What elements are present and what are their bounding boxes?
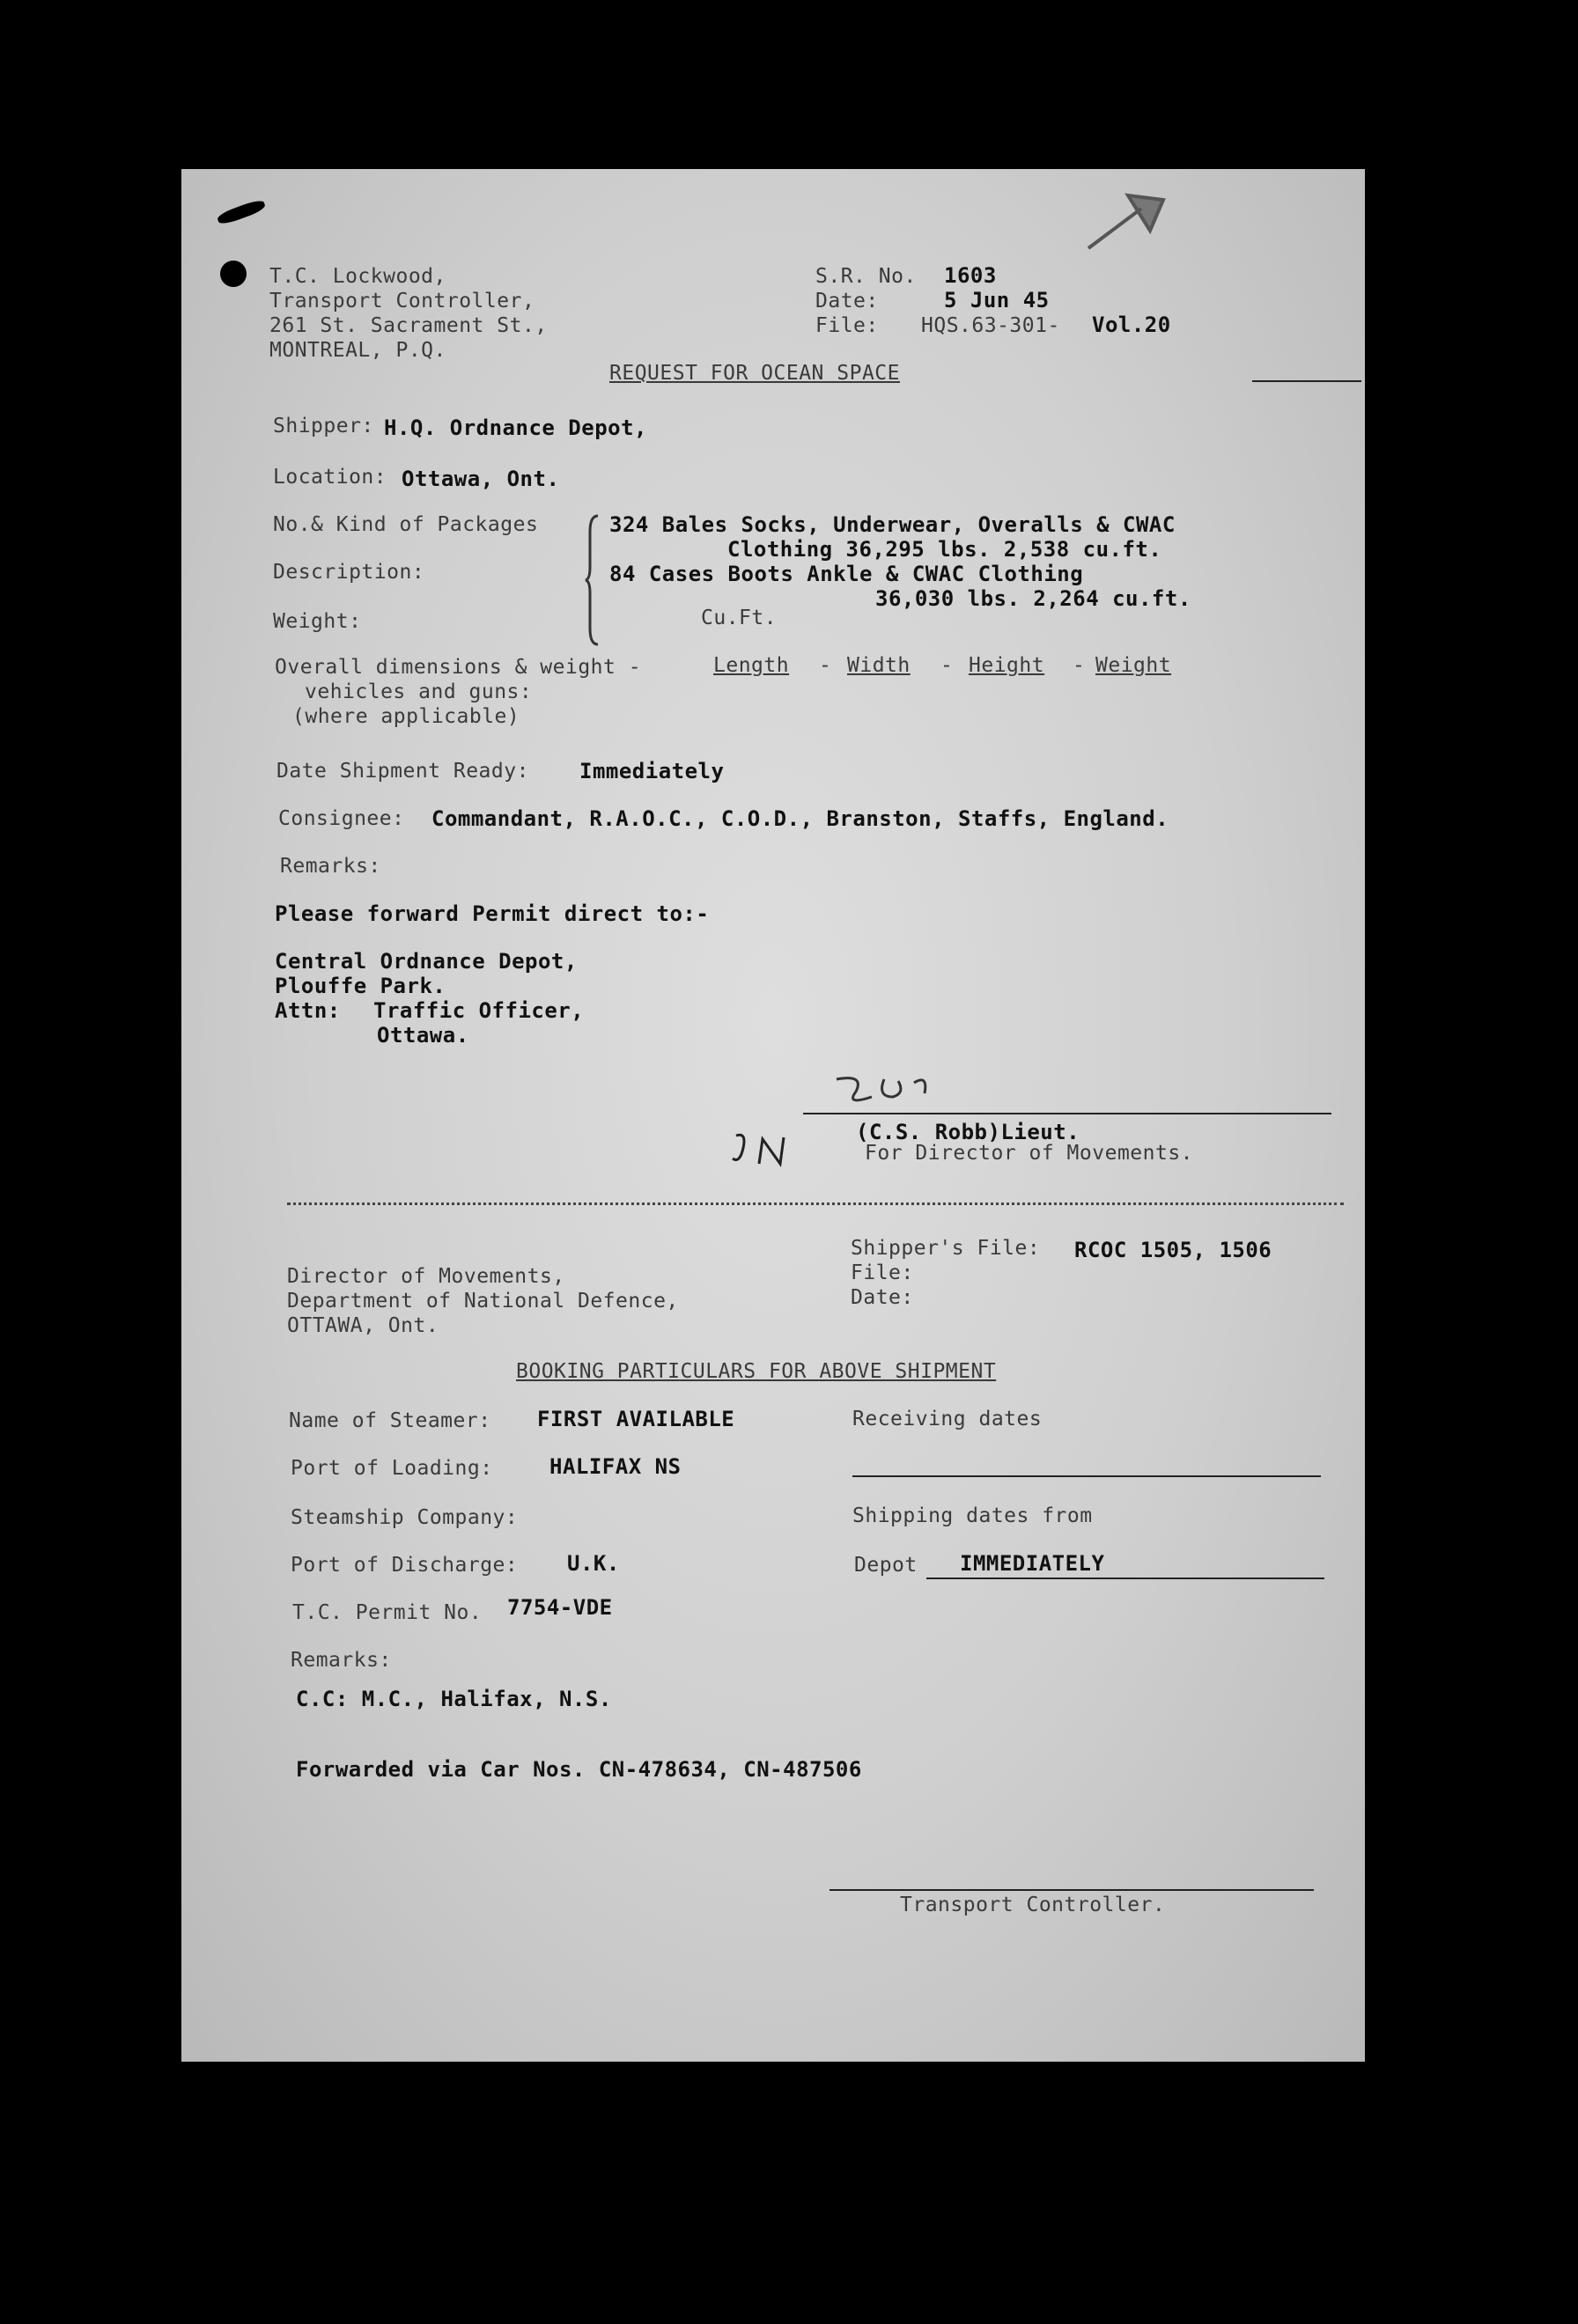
forward-addr-3-value: Traffic Officer, — [373, 998, 585, 1023]
booking-section-title: BOOKING PARTICULARS FOR ABOVE SHIPMENT — [516, 1360, 997, 1383]
forward-text: Please forward Permit direct to:- — [275, 901, 710, 926]
depot-line — [926, 1578, 1324, 1579]
cc-line: C.C: M.C., Halifax, N.S. — [296, 1687, 612, 1711]
applicable-text: (where applicable) — [292, 705, 520, 728]
steamer-label: Name of Steamer: — [289, 1409, 491, 1432]
packages-line-2: Clothing 36,295 lbs. 2,538 cu.ft. — [727, 537, 1162, 562]
sender-city: MONTREAL, P.Q. — [269, 339, 446, 362]
controller-signature-line — [830, 1889, 1314, 1891]
location-value: Ottawa, Ont. — [402, 467, 560, 491]
dim-weight: Weight — [1095, 654, 1172, 677]
ready-label: Date Shipment Ready: — [277, 760, 529, 783]
sender-title: Transport Controller, — [269, 290, 535, 313]
consignee-label: Consignee: — [278, 807, 405, 830]
overall-label: Overall dimensions & weight - — [275, 656, 642, 679]
reply-addr-2: Department of National Defence, — [287, 1290, 679, 1313]
steamer-value: FIRST AVAILABLE — [537, 1407, 735, 1431]
loading-label: Port of Loading: — [291, 1457, 493, 1480]
vehicles-text: vehicles and guns: — [305, 680, 533, 703]
forwarded-line: Forwarded via Car Nos. CN-478634, CN-487506 — [296, 1757, 862, 1782]
packages-line-4: 36,030 lbs. 2,264 cu.ft. — [875, 586, 1191, 611]
sr-value: 1603 — [944, 263, 997, 288]
ready-value: Immediately — [579, 759, 725, 783]
depot-label: Depot — [854, 1554, 918, 1577]
brace-mark — [585, 514, 602, 646]
reply-file-label: File: — [851, 1261, 914, 1284]
forward-addr-3-label: Attn: — [275, 998, 341, 1023]
loading-value: HALIFAX NS — [549, 1454, 682, 1479]
weight-label: Weight: — [273, 610, 362, 633]
edge-rule — [1252, 380, 1361, 382]
for-director: For Director of Movements. — [865, 1142, 1194, 1165]
packages-label: No.& Kind of Packages — [273, 513, 539, 536]
file-label: File: — [815, 314, 879, 337]
reply-addr-1: Director of Movements, — [287, 1265, 565, 1288]
handwritten-initials-jn-mark — [729, 1129, 800, 1173]
dim-width: Width — [847, 654, 911, 677]
description-label: Description: — [273, 561, 425, 584]
signature-line — [803, 1113, 1331, 1114]
cuft-text: Cu.Ft. — [701, 607, 778, 629]
shippers-file-label: Shipper's File: — [851, 1237, 1041, 1260]
packages-line-1: 324 Bales Socks, Underwear, Overalls & CWAC — [609, 512, 1176, 537]
depot-value: IMMEDIATELY — [960, 1551, 1105, 1576]
date-label: Date: — [815, 290, 879, 313]
forward-addr-4: Ottawa. — [377, 1023, 469, 1048]
sender-name: T.C. Lockwood, — [269, 265, 446, 288]
receiving-label: Receiving dates — [852, 1408, 1043, 1430]
packages-line-3: 84 Cases Boots Ankle & CWAC Clothing — [609, 562, 1084, 586]
discharge-label: Port of Discharge: — [291, 1554, 519, 1577]
document-page — [181, 169, 1365, 2062]
shipping-label: Shipping dates from — [852, 1504, 1093, 1527]
permit-value: 7754-VDE — [507, 1595, 613, 1620]
shippers-file-value: RCOC 1505, 1506 — [1074, 1238, 1272, 1262]
file-vol: Vol.20 — [1092, 313, 1171, 337]
date-value: 5 Jun 45 — [944, 288, 1050, 313]
tear-off-line — [287, 1202, 1344, 1205]
location-label: Location: — [273, 466, 387, 489]
dim-dash-2: - — [940, 654, 954, 677]
ink-blot — [220, 261, 247, 287]
file-value: HQS.63-301- — [921, 314, 1060, 337]
reply-date-label: Date: — [851, 1286, 914, 1309]
reply-addr-3: OTTAWA, Ont. — [287, 1314, 439, 1337]
remarks-label: Remarks: — [280, 855, 381, 878]
receiving-dates-line — [852, 1475, 1321, 1477]
dim-dash-1: - — [819, 654, 832, 677]
sr-label: S.R. No. — [815, 265, 917, 288]
forward-addr-2: Plouffe Park. — [275, 974, 446, 998]
arrow-mark-icon — [1080, 187, 1176, 257]
dim-length: Length — [713, 654, 790, 677]
sender-street: 261 St. Sacrament St., — [269, 314, 548, 337]
forward-addr-1: Central Ordnance Depot, — [275, 949, 578, 974]
shipper-label: Shipper: — [273, 415, 374, 438]
shipper-value: H.Q. Ordnance Depot, — [384, 416, 647, 440]
doc-title: REQUEST FOR OCEAN SPACE — [609, 362, 900, 385]
ink-smudge — [216, 198, 266, 226]
discharge-value: U.K. — [567, 1551, 620, 1576]
signatory: (C.S. Robb)Lieut. — [856, 1120, 1080, 1144]
consignee-value: Commandant, R.A.O.C., C.O.D., Branston, Staffs, England. — [431, 806, 1169, 831]
company-label: Steamship Company: — [291, 1506, 519, 1529]
controller-label: Transport Controller. — [900, 1894, 1166, 1916]
dim-dash-3: - — [1073, 654, 1086, 677]
reply-remarks-label: Remarks: — [291, 1649, 392, 1672]
permit-label: T.C. Permit No. — [292, 1601, 483, 1624]
handwritten-initials-mark — [830, 1067, 944, 1109]
dim-height: Height — [969, 654, 1045, 677]
